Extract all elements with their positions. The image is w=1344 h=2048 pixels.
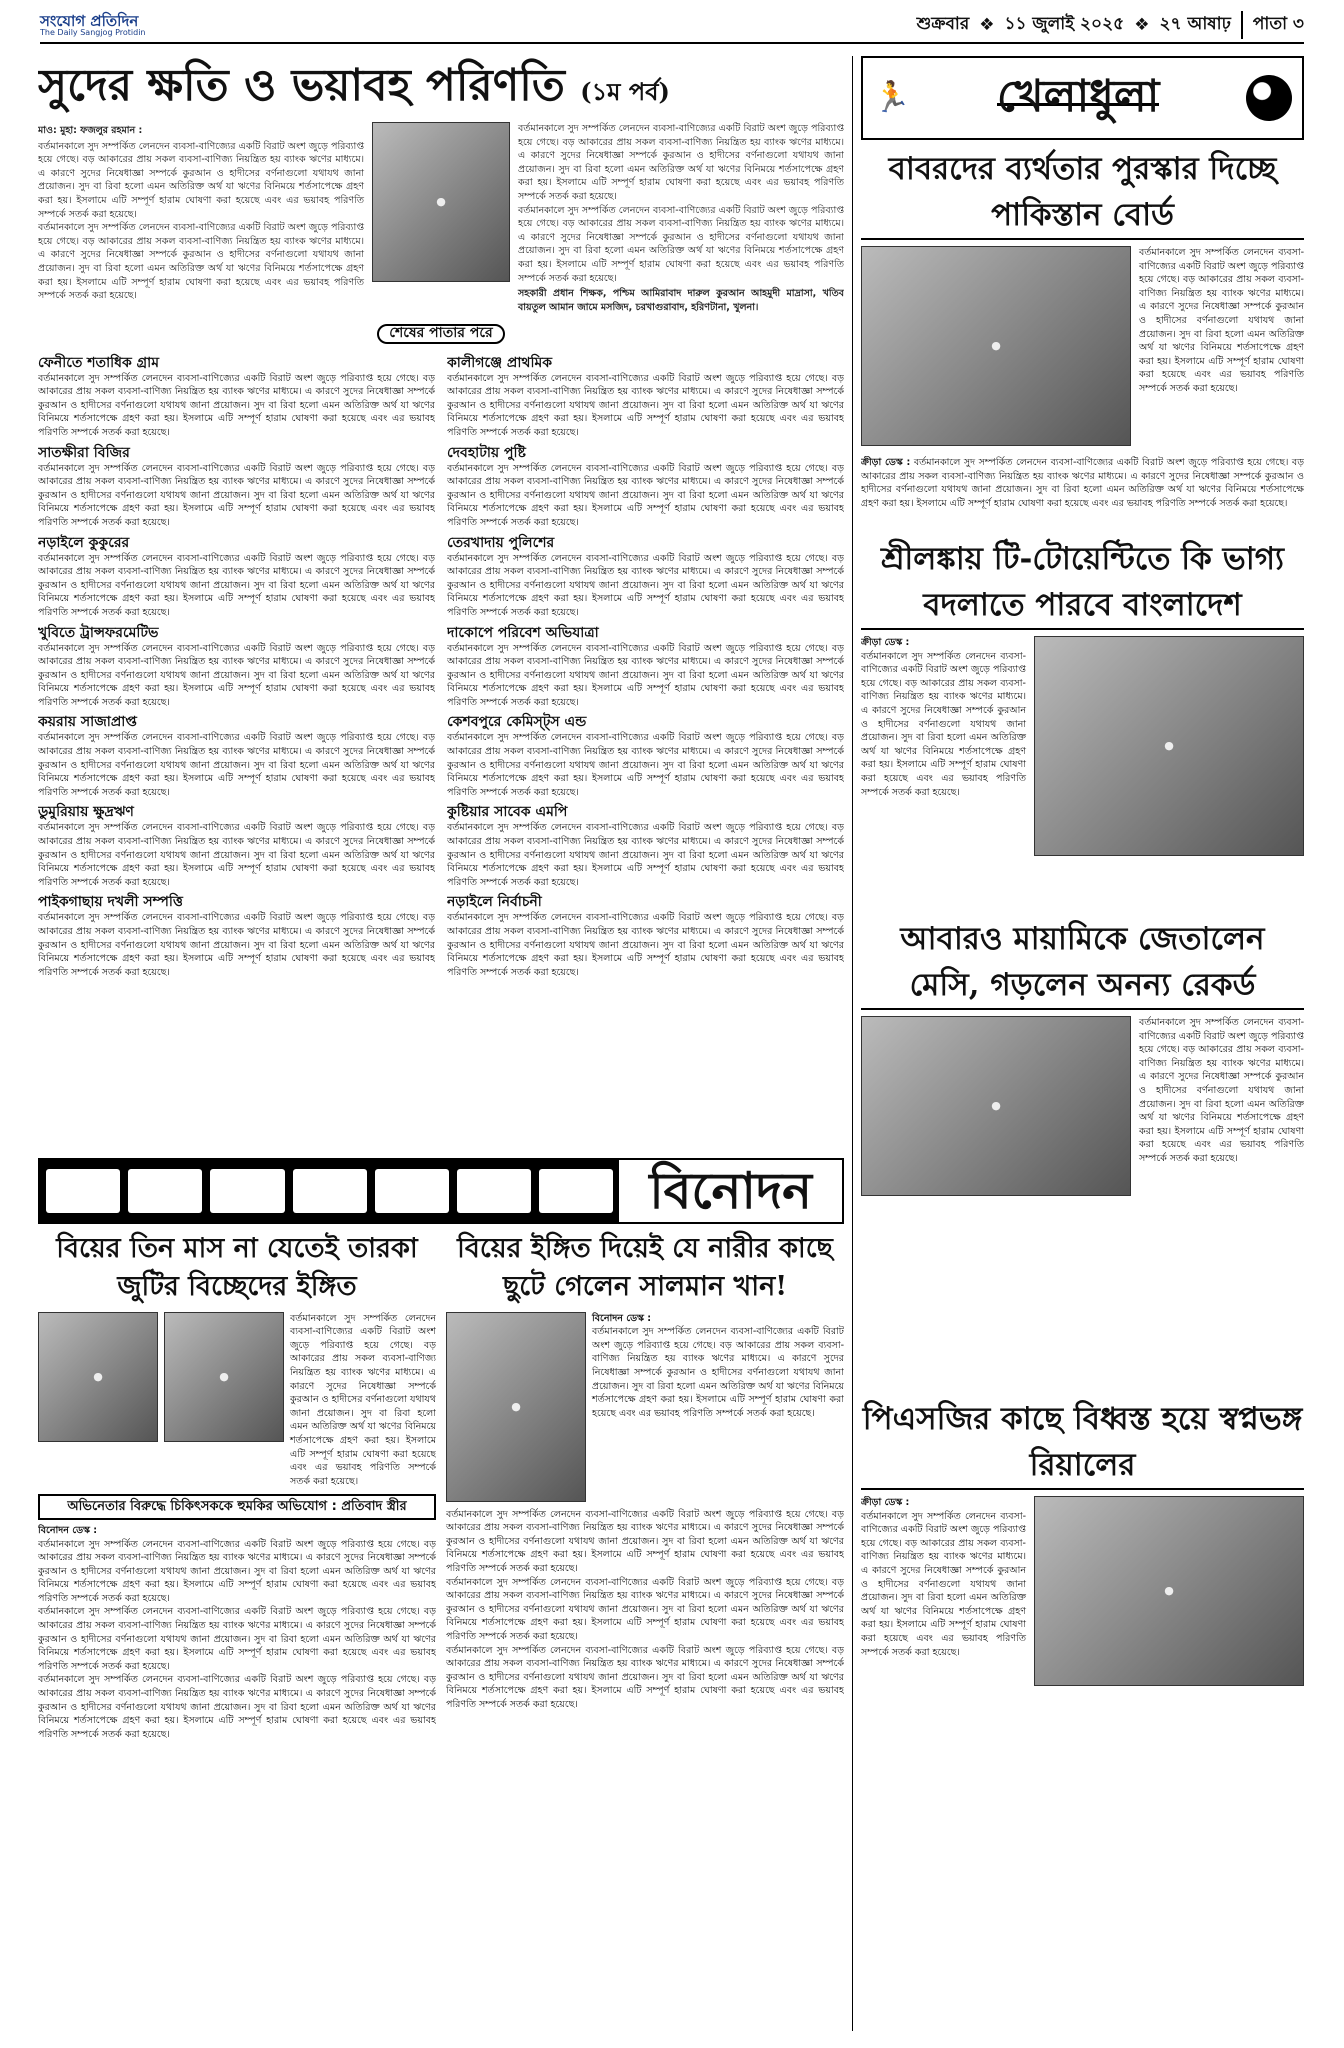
page-number: পাতা ৩ bbox=[1241, 11, 1304, 39]
sports-story2-headline: শ্রীলঙ্কায় টি-টোয়েন্টিতে কি ভাগ্য বদলাতে পারবে বাংলাদেশ bbox=[861, 536, 1304, 630]
left-column: সুদের ক্ষতি ও ভয়াবহ পরিণতি (১ম পর্ব) মাও: মুহা: ফজলুর রহমান : বর্তমানকালে সুদ সম্পর্কিত লেনদেন ব্যবসা-বাণিজ্যের একটি বিরাট অংশ জুড়ে পরিব্যাপ্ত হয়ে গেছে। বড় আকারের প্রায় সকল ব্যবসা-বাণিজ্য নিয়ন্ত্রিত হয় ব্যাংক ঋণের মাধ্যমে। এ কারণে সুদের নিষেধাজ্ঞা সম্পর্কে কুরআন ও হাদীসের বর্ণনাগুলো যথাযথ জানা প্রয়োজন। সুদ বা রিবা হলো এমন অতিরিক্ত অর্থ যা ঋণের বিনিময়ে শর্তসাপেক্ষে গ্রহণ করা হয়। ইসলামে এটি সম্পূর্ণ হারাম ঘোষণা করা হয়েছে এবং এর ভয়াবহ পরিণতি সম্পর্কে সতর্ক করা হয়েছে। বর্তমানকালে সুদ সম্পর্কিত লেনদেন ব্যবসা-বাণিজ্যের একটি বিরাট অংশ জুড়ে পরিব্যাপ্ত হয়ে গেছে। বড় আকারের প্রায় সকল ব্যবসা-বাণিজ্য নিয়ন্ত্রিত হয় ব্যাংক ঋণের মাধ্যমে। এ কারণে সুদের নিষেধাজ্ঞা সম্পর্কে কুরআন ও হাদীসের বর্ণনাগুলো যথাযথ জানা প্রয়োজন। সুদ বা রিবা হলো এমন অতিরিক্ত অর্থ যা ঋণের বিনিময়ে শর্তসাপেক্ষে গ্রহণ করা হয়। ইসলামে এটি সম্পূর্ণ হারাম ঘোষণা করা হয়েছে এবং এর ভয়াবহ পরিণতি সম্পর্কে সতর্ক করা হয়েছে। ● বর্তমানকালে সুদ সম্পর্কিত লেনদেন ব্যবসা-বাণিজ্যের একটি বিরাট অংশ জুড়ে পরিব্যাপ্ত হয়ে গেছে। বড় আকারের প্রায় সকল ব্যবসা-বাণিজ্য নিয়ন্ত্রিত হয় ব্যাংক ঋণের মাধ্যমে। এ কারণে সুদের নিষেধাজ্ঞা সম্পর্কে কুরআন ও হাদীসের বর্ণনাগুলো যথাযথ জানা প্রয়োজন। সুদ বা রিবা হলো এমন অতিরিক্ত অর্থ যা ঋণের বিনিময়ে শর্তসাপেক্ষে গ্রহণ করা হয়। ইসলামে এটি সম্পূর্ণ হারাম ঘোষণা করা হয়েছে এবং এর ভয়াবহ পরিণতি সম্পর্কে সতর্ক করা হয়েছে। বর্তমানকালে সুদ সম্পর্কিত লেনদেন ব্যবসা-বাণিজ্যের একটি বিরাট অংশ জুড়ে পরিব্যাপ্ত হয়ে গেছে। বড় আকারের প্রায় সকল ব্যবসা-বাণিজ্য নিয়ন্ত্রিত হয় ব্যাংক ঋণের মাধ্যমে। এ কারণে সুদের নিষেধাজ্ঞা সম্পর্কে কুরআন ও হাদীসের বর্ণনাগুলো যথাযথ জানা প্রয়োজন। সুদ বা রিবা হলো এমন অতিরিক্ত অর্থ যা ঋণের বিনিময়ে শর্তসাপেক্ষে গ্রহণ করা হয়। ইসলামে এটি সম্পূর্ণ হারাম ঘোষণা করা হয়েছে এবং এর ভয়াবহ পরিণতি সম্পর্কে সতর্ক করা হয়েছে। সহকারী প্রধান শিক্ষক, পশ্চিম আমিরাবাদ দারুল কুরআন আহমুদী মাদ্রাসা, খতিব বায়তুল আমান জামে মসজিদ, চরখাগুরাবাদ, হরিণটানা, খুলনা। শেষের পাতার পরে ফেনীতে শতাধিক গ্রাম বর্তমানকালে সুদ সম্পর্কিত লেনদেন ব্যবসা-বাণিজ্যের একটি বিরাট অংশ জুড়ে পরিব্যাপ্ত হয়ে গেছে। বড় আকারের প্রায় সকল ব্যবসা-বাণিজ্য নিয়ন্ত্রিত হয় ব্যাংক ঋণের মাধ্যমে। এ কারণে সুদের নিষেধাজ্ঞা সম্পর্কে কুরআন ও হাদীসের বর্ণনাগুলো যথাযথ জানা প্রয়োজন। সুদ বা রিবা হলো এমন অতিরিক্ত অর্থ যা ঋণের বিনিময়ে শর্তসাপেক্ষে গ্রহণ করা হয়। ইসলামে এটি সম্পূর্ণ হারাম ঘোষণা করা হয়েছে এবং এর ভয়াবহ পরিণতি সম্পর্কে সতর্ক করা হয়েছে। সাতক্ষীরা বিজির বর্তমানকালে সুদ সম্পর্কিত লেনদেন ব্যবসা-বাণিজ্যের একটি বিরাট অংশ জুড়ে পরিব্যাপ্ত হয়ে গেছে। বড় আকারের প্রায় সকল ব্যবসা-বাণিজ্য নিয়ন্ত্রিত হয় ব্যাংক ঋণের মাধ্যমে। এ কারণে সুদের নিষেধাজ্ঞা সম্পর্কে কুরআন ও হাদীসের বর্ণনাগুলো যথাযথ জানা প্রয়োজন। সুদ বা রিবা হলো এমন অতিরিক্ত অর্থ যা ঋণের বিনিময়ে শর্তসাপেক্ষে গ্রহণ করা হয়। ইসলামে এটি সম্পূর্ণ হারাম ঘোষণা করা হয়েছে এবং এর ভয়াবহ পরিণতি সম্পর্কে সতর্ক করা হয়েছে। নড়াইলে কুকুরের বর্তমানকালে সুদ সম্পর্কিত লেনদেন ব্যবসা-বাণিজ্যের একটি বিরাট অংশ জুড়ে পরিব্যাপ্ত হয়ে গেছে। বড় আকারের প্রায় সকল ব্যবসা-বাণিজ্য নিয়ন্ত্রিত হয় ব্যাংক ঋণের মাধ্যমে। এ কারণে সুদের নিষেধাজ্ঞা সম্পর্কে কুরআন ও হাদীসের বর্ণনাগুলো যথাযথ জানা প্রয়োজন। সুদ বা রিবা হলো এমন অতিরিক্ত অর্থ যা ঋণের বিনিময়ে শর্তসাপেক্ষে গ্রহণ করা হয়। ইসলামে এটি সম্পূর্ণ হারাম ঘোষণা করা হয়েছে এবং এর ভয়াবহ পরিণতি সম্পর্কে সতর্ক করা হয়েছে। খুবিতে ট্রান্সফরমেটিভ বর্তমানকালে সুদ সম্পর্কিত লেনদেন ব্যবসা-বাণিজ্যের একটি বিরাট অংশ জুড়ে পরিব্যাপ্ত হয়ে গেছে। বড় আকারের প্রায় সকল ব্যবসা-বাণিজ্য নিয়ন্ত্রিত হয় ব্যাংক ঋণের মাধ্যমে। এ কারণে সুদের নিষেধাজ্ঞা সম্পর্কে কুরআন ও হাদীসের বর্ণনাগুলো যথাযথ জানা প্রয়োজন। সুদ বা রিবা হলো এমন অতিরিক্ত অর্থ যা ঋণের বিনিময়ে শর্তসাপেক্ষে গ্রহণ করা হয়। ইসলামে এটি সম্পূর্ণ হারাম ঘোষণা করা হয়েছে এবং এর ভয়াবহ পরিণতি সম্পর্কে সতর্ক করা হয়েছে। কয়রায় সাজাপ্রাপ্ত বর্তমানকালে সুদ সম্পর্কিত লেনদেন ব্যবসা-বাণিজ্যের একটি বিরাট অংশ জুড়ে পরিব্যাপ্ত হয়ে গেছে। বড় আকারের প্রায় সকল ব্যবসা-বাণিজ্য নিয়ন্ত্রিত হয় ব্যাংক ঋণের মাধ্যমে। এ কারণে সুদের নিষেধাজ্ঞা সম্পর্কে কুরআন ও হাদীসের বর্ণনাগুলো যথাযথ জানা প্রয়োজন। সুদ বা রিবা হলো এমন অতিরিক্ত অর্থ যা ঋণের বিনিময়ে শর্তসাপেক্ষে গ্রহণ করা হয়। ইসলামে এটি সম্পূর্ণ হারাম ঘোষণা করা হয়েছে এবং এর ভয়াবহ পরিণতি সম্পর্কে সতর্ক করা হয়েছে। ডুমুরিয়ায় ক্ষুদ্রঋণ বর্তমানকালে সুদ সম্পর্কিত লেনদেন ব্যবসা-বাণিজ্যের একটি বিরাট অংশ জুড়ে পরিব্যাপ্ত হয়ে গেছে। বড় আকারের প্রায় সকল ব্যবসা-বাণিজ্য নিয়ন্ত্রিত হয় ব্যাংক ঋণের মাধ্যমে। এ কারণে সুদের নিষেধাজ্ঞা সম্পর্কে কুরআন ও হাদীসের বর্ণনাগুলো যথাযথ জানা প্রয়োজন। সুদ বা রিবা হলো এমন অতিরিক্ত অর্থ যা ঋণের বিনিময়ে শর্তসাপেক্ষে গ্রহণ করা হয়। ইসলামে এটি সম্পূর্ণ হারাম ঘোষণা করা হয়েছে এবং এর ভয়াবহ পরিণতি সম্পর্কে সতর্ক করা হয়েছে। পাইকগাছায় দখলী সম্পত্তি বর্তমানকালে সুদ সম্পর্কিত লেনদেন ব্যবসা-বাণিজ্যের একটি বিরাট অংশ জুড়ে পরিব্যাপ্ত হয়ে গেছে। বড় আকারের প্রায় সকল ব্যবসা-বাণিজ্য নিয়ন্ত্রিত হয় ব্যাংক ঋণের মাধ্যমে। এ কারণে সুদের নিষেধাজ্ঞা সম্পর্কে কুরআন ও হাদীসের বর্ণনাগুলো যথাযথ জানা প্রয়োজন। সুদ বা রিবা হলো এমন অতিরিক্ত অর্থ যা ঋণের বিনিময়ে শর্তসাপেক্ষে গ্রহণ করা হয়। ইসলামে এটি সম্পূর্ণ হারাম ঘোষণা করা হয়েছে এবং এর ভয়াবহ পরিণতি সম্পর্কে সতর্ক করা হয়েছে। কালীগঞ্জে প্রাথমিক বর্তমানকালে সুদ সম্পর্কিত লেনদেন ব্যবসা-বাণিজ্যের একটি বিরাট অংশ জুড়ে পরিব্যাপ্ত হয়ে গেছে। বড় আকারের প্রায় সকল ব্যবসা-বাণিজ্য নিয়ন্ত্রিত হয় ব্যাংক ঋণের মাধ্যমে। এ কারণে সুদের নিষেধাজ্ঞা সম্পর্কে কুরআন ও হাদীসের বর্ণনাগুলো যথাযথ জানা প্রয়োজন। সুদ বা রিবা হলো এমন অতিরিক্ত অর্থ যা ঋণের বিনিময়ে শর্তসাপেক্ষে গ্রহণ করা হয়। ইসলামে এটি সম্পূর্ণ হারাম ঘোষণা করা হয়েছে এবং এর ভয়াবহ পরিণতি সম্পর্কে সতর্ক করা হয়েছে। দেবহাটায় পুষ্টি বর্তমানকালে সুদ সম্পর্কিত লেনদেন ব্যবসা-বাণিজ্যের একটি বিরাট অংশ জুড়ে পরিব্যাপ্ত হয়ে গেছে। বড় আকারের প্রায় সকল ব্যবসা-বাণিজ্য নিয়ন্ত্রিত হয় ব্যাংক ঋণের মাধ্যমে। এ কারণে সুদের নিষেধাজ্ঞা সম্পর্কে কুরআন ও হাদীসের বর্ণনাগুলো যথাযথ জানা প্রয়োজন। সুদ বা রিবা হলো এমন অতিরিক্ত অর্থ যা ঋণের বিনিময়ে শর্তসাপেক্ষে গ্রহণ করা হয়। ইসলামে এটি সম্পূর্ণ হারাম ঘোষণা করা হয়েছে এবং এর ভয়াবহ পরিণতি সম্পর্কে সতর্ক করা হয়েছে। তেরখাদায় পুলিশের বর্তমানকালে সুদ সম্পর্কিত লেনদেন ব্যবসা-বাণিজ্যের একটি বিরাট অংশ জুড়ে পরিব্যাপ্ত হয়ে গেছে। বড় আকারের প্রায় সকল ব্যবসা-বাণিজ্য নিয়ন্ত্রিত হয় ব্যাংক ঋণের মাধ্যমে। এ কারণে সুদের নিষেধাজ্ঞা সম্পর্কে কুরআন ও হাদীসের বর্ণনাগুলো যথাযথ জানা প্রয়োজন। সুদ বা রিবা হলো এমন অতিরিক্ত অর্থ যা ঋণের বিনিময়ে শর্তসাপেক্ষে গ্রহণ করা হয়। ইসলামে এটি সম্পূর্ণ হারাম ঘোষণা করা হয়েছে এবং এর ভয়াবহ পরিণতি সম্পর্কে সতর্ক করা হয়েছে। দাকোপে পরিবেশ অভিযাত্রা বর্তমানকালে সুদ সম্পর্কিত লেনদেন ব্যবসা-বাণিজ্যের একটি বিরাট অংশ জুড়ে পরিব্যাপ্ত হয়ে গেছে। বড় আকারের প্রায় সকল ব্যবসা-বাণিজ্য নিয়ন্ত্রিত হয় ব্যাংক ঋণের মাধ্যমে। এ কারণে সুদের নিষেধাজ্ঞা সম্পর্কে কুরআন ও হাদীসের বর্ণনাগুলো যথাযথ জানা প্রয়োজন। সুদ বা রিবা হলো এমন অতিরিক্ত অর্থ যা ঋণের বিনিময়ে শর্তসাপেক্ষে গ্রহণ করা হয়। ইসলামে এটি সম্পূর্ণ হারাম ঘোষণা করা হয়েছে এবং এর ভয়াবহ পরিণতি সম্পর্কে সতর্ক করা হয়েছে। কেশবপুরে কেমিস্ট্স এন্ড বর্তমানকালে সুদ সম্পর্কিত লেনদেন ব্যবসা-বাণিজ্যের একটি বিরাট অংশ জুড়ে পরিব্যাপ্ত হয়ে গেছে। বড় আকারের প্রায় সকল ব্যবসা-বাণিজ্য নিয়ন্ত্রিত হয় ব্যাংক ঋণের মাধ্যমে। এ কারণে সুদের নিষেধাজ্ঞা সম্পর্কে কুরআন ও হাদীসের বর্ণনাগুলো যথাযথ জানা প্রয়োজন। সুদ বা রিবা হলো এমন অতিরিক্ত অর্থ যা ঋণের বিনিময়ে শর্তসাপেক্ষে গ্রহণ করা হয়। ইসলামে এটি সম্পূর্ণ হারাম ঘোষণা করা হয়েছে এবং এর ভয়াবহ পরিণতি সম্পর্কে সতর্ক করা হয়েছে। কুষ্টিয়ার সাবেক এমপি বর্তমানকালে সুদ সম্পর্কিত লেনদেন ব্যবসা-বাণিজ্যের একটি বিরাট অংশ জুড়ে পরিব্যাপ্ত হয়ে গেছে। বড় আকারের প্রায় সকল ব্যবসা-বাণিজ্য নিয়ন্ত্রিত হয় ব্যাংক ঋণের মাধ্যমে। এ কারণে সুদের নিষেধাজ্ঞা সম্পর্কে কুরআন ও হাদীসের বর্ণনাগুলো যথাযথ জানা প্রয়োজন। সুদ বা রিবা হলো এমন অতিরিক্ত অর্থ যা ঋণের বিনিময়ে শর্তসাপেক্ষে গ্রহণ করা হয়। ইসলামে এটি সম্পূর্ণ হারাম ঘোষণা করা হয়েছে এবং এর ভয়াবহ পরিণতি সম্পর্কে সতর্ক করা হয়েছে। নড়াইলে নির্বাচনী বর্তমানকালে সুদ সম্পর্কিত লেনদেন ব্যবসা-বাণিজ্যের একটি বিরাট অংশ জুড়ে পরিব্যাপ্ত হয়ে গেছে। বড় আকারের প্রায় সকল ব্যবসা-বাণিজ্য নিয়ন্ত্রিত হয় ব্যাংক ঋণের মাধ্যমে। এ কারণে সুদের নিষেধাজ্ঞা সম্পর্কে কুরআন ও হাদীসের বর্ণনাগুলো যথাযথ জানা প্রয়োজন। সুদ বা রিবা হলো এমন অতিরিক্ত অর্থ যা ঋণের বিনিময়ে শর্তসাপেক্ষে গ্রহণ করা হয়। ইসলামে এটি সম্পূর্ণ হারাম ঘোষণা করা হয়েছে এবং এর ভয়াবহ পরিণতি সম্পর্কে সতর্ক করা হয়েছে। বিনোদন বিয়ের তিন মাস না যেতেই তারকা জুটির বিচ্ছেদের ইঙ্গিত ● ● বর্তমানকালে সুদ সম্পর্কিত লেনদেন ব্যবসা-বাণিজ্যের একটি বিরাট অংশ জুড়ে পরিব্যাপ্ত হয়ে গেছে। বড় আকারের প্রায় সকল ব্যবসা-বাণিজ্য নিয়ন্ত্রিত হয় ব্যাংক ঋণের মাধ্যমে। এ কারণে সুদের নিষেধাজ্ঞা সম্পর্কে কুরআন ও হাদীসের বর্ণনাগুলো যথাযথ জানা প্রয়োজন। সুদ বা রিবা হলো এমন অতিরিক্ত অর্থ যা ঋণের বিনিময়ে শর্তসাপেক্ষে গ্রহণ করা হয়। ইসলামে এটি সম্পূর্ণ হারাম ঘোষণা করা হয়েছে এবং এর ভয়াবহ পরিণতি সম্পর্কে সতর্ক করা হয়েছে। অভিনেতার বিরুদ্ধে চিকিৎসককে হুমকির অভিযোগ : প্রতিবাদ স্ত্রীর বিনোদন ডেস্ক : বর্তমানকালে সুদ সম্পর্কিত লেনদেন ব্যবসা-বাণিজ্যের একটি বিরাট অংশ জুড়ে পরিব্যাপ্ত হয়ে গেছে। বড় আকারের প্রায় সকল ব্যবসা-বাণিজ্য নিয়ন্ত্রিত হয় ব্যাংক ঋণের মাধ্যমে। এ কারণে সুদের নিষেধাজ্ঞা সম্পর্কে কুরআন ও হাদীসের বর্ণনাগুলো যথাযথ জানা প্রয়োজন। সুদ বা রিবা হলো এমন অতিরিক্ত অর্থ যা ঋণের বিনিময়ে শর্তসাপেক্ষে গ্রহণ করা হয়। ইসলামে এটি সম্পূর্ণ হারাম ঘোষণা করা হয়েছে এবং এর ভয়াবহ পরিণতি সম্পর্কে সতর্ক করা হয়েছে। বর্তমানকালে সুদ সম্পর্কিত লেনদেন ব্যবসা-বাণিজ্যের একটি বিরাট অংশ জুড়ে পরিব্যাপ্ত হয়ে গেছে। বড় আকারের প্রায় সকল ব্যবসা-বাণিজ্য নিয়ন্ত্রিত হয় ব্যাংক ঋণের মাধ্যমে। এ কারণে সুদের নিষেধাজ্ঞা সম্পর্কে কুরআন ও হাদীসের বর্ণনাগুলো যথাযথ জানা প্রয়োজন। সুদ বা রিবা হলো এমন অতিরিক্ত অর্থ যা ঋণের বিনিময়ে শর্তসাপেক্ষে গ্রহণ করা হয়। ইসলামে এটি সম্পূর্ণ হারাম ঘোষণা করা হয়েছে এবং এর ভয়াবহ পরিণতি সম্পর্কে সতর্ক করা হয়েছে। বর্তমানকালে সুদ সম্পর্কিত লেনদেন ব্যবসা-বাণিজ্যের একটি বিরাট অংশ জুড়ে পরিব্যাপ্ত হয়ে গেছে। বড় আকারের প্রায় সকল ব্যবসা-বাণিজ্য নিয়ন্ত্রিত হয় ব্যাংক ঋণের মাধ্যমে। এ কারণে সুদের নিষেধাজ্ঞা সম্পর্কে কুরআন ও হাদীসের বর্ণনাগুলো যথাযথ জানা প্রয়োজন। সুদ বা রিবা হলো এমন অতিরিক্ত অর্থ যা ঋণের বিনিময়ে শর্তসাপেক্ষে গ্রহণ করা হয়। ইসলামে এটি সম্পূর্ণ হারাম ঘোষণা করা হয়েছে এবং এর ভয়াবহ পরিণতি সম্পর্কে সতর্ক করা হয়েছে। বিয়ের ইঙ্গিত দিয়েই যে নারীর কাছে ছুটে গেলেন সালমান খান! ● বিনোদন ডেস্ক : বর্তমানকালে সুদ সম্পর্কিত লেনদেন ব্যবসা-বাণিজ্যের একটি বিরাট অংশ জুড়ে পরিব্যাপ্ত হয়ে গেছে। বড় আকারের প্রায় সকল ব্যবসা-বাণিজ্য নিয়ন্ত্রিত হয় ব্যাংক ঋণের মাধ্যমে। এ কারণে সুদের নিষেধাজ্ঞা সম্পর্কে কুরআন ও হাদীসের বর্ণনাগুলো যথাযথ জানা প্রয়োজন। সুদ বা রিবা হলো এমন অতিরিক্ত অর্থ যা ঋণের বিনিময়ে শর্তসাপেক্ষে গ্রহণ করা হয়। ইসলামে এটি সম্পূর্ণ হারাম ঘোষণা করা হয়েছে এবং এর ভয়াবহ পরিণতি সম্পর্কে সতর্ক করা হয়েছে। বর্তমানকালে সুদ সম্পর্কিত লেনদেন ব্যবসা-বাণিজ্যের একটি বিরাট অংশ জুড়ে পরিব্যাপ্ত হয়ে গেছে। বড় আকারের প্রায় সকল ব্যবসা-বাণিজ্য নিয়ন্ত্রিত হয় ব্যাংক ঋণের মাধ্যমে। এ কারণে সুদের নিষেধাজ্ঞা সম্পর্কে কুরআন ও হাদীসের বর্ণনাগুলো যথাযথ জানা প্রয়োজন। সুদ বা রিবা হলো এমন অতিরিক্ত অর্থ যা ঋণের বিনিময়ে শর্তসাপেক্ষে গ্রহণ করা হয়। ইসলামে এটি সম্পূর্ণ হারাম ঘোষণা করা হয়েছে এবং এর ভয়াবহ পরিণতি সম্পর্কে সতর্ক করা হয়েছে। বর্তমানকালে সুদ সম্পর্কিত লেনদেন ব্যবসা-বাণিজ্যের একটি বিরাট অংশ জুড়ে পরিব্যাপ্ত হয়ে গেছে। বড় আকারের প্রায় সকল ব্যবসা-বাণিজ্য নিয়ন্ত্রিত হয় ব্যাংক ঋণের মাধ্যমে। এ কারণে সুদের নিষেধাজ্ঞা সম্পর্কে কুরআন ও হাদীসের বর্ণনাগুলো যথাযথ জানা প্রয়োজন। সুদ বা রিবা হলো এমন অতিরিক্ত অর্থ যা ঋণের বিনিময়ে শর্তসাপেক্ষে গ্রহণ করা হয়। ইসলামে এটি সম্পূর্ণ হারাম ঘোষণা করা হয়েছে এবং এর ভয়াবহ পরিণতি সম্পর্কে সতর্ক করা হয়েছে। বর্তমানকালে সুদ সম্পর্কিত লেনদেন ব্যবসা-বাণিজ্যের একটি বিরাট অংশ জুড়ে পরিব্যাপ্ত হয়ে গেছে। বড় আকারের প্রায় সকল ব্যবসা-বাণিজ্য নিয়ন্ত্রিত হয় ব্যাংক ঋণের মাধ্যমে। এ কারণে সুদের নিষেধাজ্ঞা সম্পর্কে কুরআন ও হাদীসের বর্ণনাগুলো যথাযথ জানা প্রয়োজন। সুদ বা রিবা হলো এমন অতিরিক্ত অর্থ যা ঋণের বিনিময়ে শর্তসাপেক্ষে গ্রহণ করা হয়। ইসলামে এটি সম্পূর্ণ হারাম ঘোষণা করা হয়েছে এবং এর ভয়াবহ পরিণতি সম্পর্কে সতর্ক করা হয়েছে। bbox=[38, 56, 844, 2031]
briefs-column-right: কালীগঞ্জে প্রাথমিক বর্তমানকালে সুদ সম্পর্কিত লেনদেন ব্যবসা-বাণিজ্যের একটি বিরাট অংশ জুড়ে পরিব্যাপ্ত হয়ে গেছে। বড় আকারের প্রায় সকল ব্যবসা-বাণিজ্য নিয়ন্ত্রিত হয় ব্যাংক ঋণের মাধ্যমে। এ কারণে সুদের নিষেধাজ্ঞা সম্পর্কে কুরআন ও হাদীসের বর্ণনাগুলো যথাযথ জানা প্রয়োজন। সুদ বা রিবা হলো এমন অতিরিক্ত অর্থ যা ঋণের বিনিময়ে শর্তসাপেক্ষে গ্রহণ করা হয়। ইসলামে এটি সম্পূর্ণ হারাম ঘোষণা করা হয়েছে এবং এর ভয়াবহ পরিণতি সম্পর্কে সতর্ক করা হয়েছে। দেবহাটায় পুষ্টি বর্তমানকালে সুদ সম্পর্কিত লেনদেন ব্যবসা-বাণিজ্যের একটি বিরাট অংশ জুড়ে পরিব্যাপ্ত হয়ে গেছে। বড় আকারের প্রায় সকল ব্যবসা-বাণিজ্য নিয়ন্ত্রিত হয় ব্যাংক ঋণের মাধ্যমে। এ কারণে সুদের নিষেধাজ্ঞা সম্পর্কে কুরআন ও হাদীসের বর্ণনাগুলো যথাযথ জানা প্রয়োজন। সুদ বা রিবা হলো এমন অতিরিক্ত অর্থ যা ঋণের বিনিময়ে শর্তসাপেক্ষে গ্রহণ করা হয়। ইসলামে এটি সম্পূর্ণ হারাম ঘোষণা করা হয়েছে এবং এর ভয়াবহ পরিণতি সম্পর্কে সতর্ক করা হয়েছে। তেরখাদায় পুলিশের বর্তমানকালে সুদ সম্পর্কিত লেনদেন ব্যবসা-বাণিজ্যের একটি বিরাট অংশ জুড়ে পরিব্যাপ্ত হয়ে গেছে। বড় আকারের প্রায় সকল ব্যবসা-বাণিজ্য নিয়ন্ত্রিত হয় ব্যাংক ঋণের মাধ্যমে। এ কারণে সুদের নিষেধাজ্ঞা সম্পর্কে কুরআন ও হাদীসের বর্ণনাগুলো যথাযথ জানা প্রয়োজন। সুদ বা রিবা হলো এমন অতিরিক্ত অর্থ যা ঋণের বিনিময়ে শর্তসাপেক্ষে গ্রহণ করা হয়। ইসলামে এটি সম্পূর্ণ হারাম ঘোষণা করা হয়েছে এবং এর ভয়াবহ পরিণতি সম্পর্কে সতর্ক করা হয়েছে। দাকোপে পরিবেশ অভিযাত্রা বর্তমানকালে সুদ সম্পর্কিত লেনদেন ব্যবসা-বাণিজ্যের একটি বিরাট অংশ জুড়ে পরিব্যাপ্ত হয়ে গেছে। বড় আকারের প্রায় সকল ব্যবসা-বাণিজ্য নিয়ন্ত্রিত হয় ব্যাংক ঋণের মাধ্যমে। এ কারণে সুদের নিষেধাজ্ঞা সম্পর্কে কুরআন ও হাদীসের বর্ণনাগুলো যথাযথ জানা প্রয়োজন। সুদ বা রিবা হলো এমন অতিরিক্ত অর্থ যা ঋণের বিনিময়ে শর্তসাপেক্ষে গ্রহণ করা হয়। ইসলামে এটি সম্পূর্ণ হারাম ঘোষণা করা হয়েছে এবং এর ভয়াবহ পরিণতি সম্পর্কে সতর্ক করা হয়েছে। কেশবপুরে কেমিস্ট্স এন্ড বর্তমানকালে সুদ সম্পর্কিত লেনদেন ব্যবসা-বাণিজ্যের একটি বিরাট অংশ জুড়ে পরিব্যাপ্ত হয়ে গেছে। বড় আকারের প্রায় সকল ব্যবসা-বাণিজ্য নিয়ন্ত্রিত হয় ব্যাংক ঋণের মাধ্যমে। এ কারণে সুদের নিষেধাজ্ঞা সম্পর্কে কুরআন ও হাদীসের বর্ণনাগুলো যথাযথ জানা প্রয়োজন। সুদ বা রিবা হলো এমন অতিরিক্ত অর্থ যা ঋণের বিনিময়ে শর্তসাপেক্ষে গ্রহণ করা হয়। ইসলামে এটি সম্পূর্ণ হারাম ঘোষণা করা হয়েছে এবং এর ভয়াবহ পরিণতি সম্পর্কে সতর্ক করা হয়েছে। কুষ্টিয়ার সাবেক এমপি বর্তমানকালে সুদ সম্পর্কিত লেনদেন ব্যবসা-বাণিজ্যের একটি বিরাট অংশ জুড়ে পরিব্যাপ্ত হয়ে গেছে। বড় আকারের প্রায় সকল ব্যবসা-বাণিজ্য নিয়ন্ত্রিত হয় ব্যাংক ঋণের মাধ্যমে। এ কারণে সুদের নিষেধাজ্ঞা সম্পর্কে কুরআন ও হাদীসের বর্ণনাগুলো যথাযথ জানা প্রয়োজন। সুদ বা রিবা হলো এমন অতিরিক্ত অর্থ যা ঋণের বিনিময়ে শর্তসাপেক্ষে গ্রহণ করা হয়। ইসলামে এটি সম্পূর্ণ হারাম ঘোষণা করা হয়েছে এবং এর ভয়াবহ পরিণতি সম্পর্কে সতর্ক করা হয়েছে। নড়াইলে নির্বাচনী বর্তমানকালে সুদ সম্পর্কিত লেনদেন ব্যবসা-বাণিজ্যের একটি বিরাট অংশ জুড়ে পরিব্যাপ্ত হয়ে গেছে। বড় আকারের প্রায় সকল ব্যবসা-বাণিজ্য নিয়ন্ত্রিত হয় ব্যাংক ঋণের মাধ্যমে। এ কারণে সুদের নিষেধাজ্ঞা সম্পর্কে কুরআন ও হাদীসের বর্ণনাগুলো যথাযথ জানা প্রয়োজন। সুদ বা রিবা হলো এমন অতিরিক্ত অর্থ যা ঋণের বিনিময়ে শর্তসাপেক্ষে গ্রহণ করা হয়। ইসলামে এটি সম্পূর্ণ হারাম ঘোষণা করা হয়েছে এবং এর ভয়াবহ পরিণতি সম্পর্কে সতর্ক করা হয়েছে। bbox=[447, 354, 844, 978]
sports-column: 🏃 খেলাধুলা বাবরদের ব্যর্থতার পুরস্কার দিচ্ছে পাকিস্তান বোর্ড ● বর্তমানকালে সুদ সম্পর্কিত লেনদেন ব্যবসা-বাণিজ্যের একটি বিরাট অংশ জুড়ে পরিব্যাপ্ত হয়ে গেছে। বড় আকারের প্রায় সকল ব্যবসা-বাণিজ্য নিয়ন্ত্রিত হয় ব্যাংক ঋণের মাধ্যমে। এ কারণে সুদের নিষেধাজ্ঞা সম্পর্কে কুরআন ও হাদীসের বর্ণনাগুলো যথাযথ জানা প্রয়োজন। সুদ বা রিবা হলো এমন অতিরিক্ত অর্থ যা ঋণের বিনিময়ে শর্তসাপেক্ষে গ্রহণ করা হয়। ইসলামে এটি সম্পূর্ণ হারাম ঘোষণা করা হয়েছে এবং এর ভয়াবহ পরিণতি সম্পর্কে সতর্ক করা হয়েছে। ক্রীড়া ডেস্ক : বর্তমানকালে সুদ সম্পর্কিত লেনদেন ব্যবসা-বাণিজ্যের একটি বিরাট অংশ জুড়ে পরিব্যাপ্ত হয়ে গেছে। বড় আকারের প্রায় সকল ব্যবসা-বাণিজ্য নিয়ন্ত্রিত হয় ব্যাংক ঋণের মাধ্যমে। এ কারণে সুদের নিষেধাজ্ঞা সম্পর্কে কুরআন ও হাদীসের বর্ণনাগুলো যথাযথ জানা প্রয়োজন। সুদ বা রিবা হলো এমন অতিরিক্ত অর্থ যা ঋণের বিনিময়ে শর্তসাপেক্ষে গ্রহণ করা হয়। ইসলামে এটি সম্পূর্ণ হারাম ঘোষণা করা হয়েছে এবং এর ভয়াবহ পরিণতি সম্পর্কে সতর্ক করা হয়েছে। শ্রীলঙ্কায় টি-টোয়েন্টিতে কি ভাগ্য বদলাতে পারবে বাংলাদেশ ক্রীড়া ডেস্ক : বর্তমানকালে সুদ সম্পর্কিত লেনদেন ব্যবসা-বাণিজ্যের একটি বিরাট অংশ জুড়ে পরিব্যাপ্ত হয়ে গেছে। বড় আকারের প্রায় সকল ব্যবসা-বাণিজ্য নিয়ন্ত্রিত হয় ব্যাংক ঋণের মাধ্যমে। এ কারণে সুদের নিষেধাজ্ঞা সম্পর্কে কুরআন ও হাদীসের বর্ণনাগুলো যথাযথ জানা প্রয়োজন। সুদ বা রিবা হলো এমন অতিরিক্ত অর্থ যা ঋণের বিনিময়ে শর্তসাপেক্ষে গ্রহণ করা হয়। ইসলামে এটি সম্পূর্ণ হারাম ঘোষণা করা হয়েছে এবং এর ভয়াবহ পরিণতি সম্পর্কে সতর্ক করা হয়েছে। ● আবারও মায়ামিকে জেতালেন মেসি, গড়লেন অনন্য রেকর্ড ● বর্তমানকালে সুদ সম্পর্কিত লেনদেন ব্যবসা-বাণিজ্যের একটি বিরাট অংশ জুড়ে পরিব্যাপ্ত হয়ে গেছে। বড় আকারের প্রায় সকল ব্যবসা-বাণিজ্য নিয়ন্ত্রিত হয় ব্যাংক ঋণের মাধ্যমে। এ কারণে সুদের নিষেধাজ্ঞা সম্পর্কে কুরআন ও হাদীসের বর্ণনাগুলো যথাযথ জানা প্রয়োজন। সুদ বা রিবা হলো এমন অতিরিক্ত অর্থ যা ঋণের বিনিময়ে শর্তসাপেক্ষে গ্রহণ করা হয়। ইসলামে এটি সম্পূর্ণ হারাম ঘোষণা করা হয়েছে এবং এর ভয়াবহ পরিণতি সম্পর্কে সতর্ক করা হয়েছে। পিএসজির কাছে বিধ্বস্ত হয়ে স্বপ্নভঙ্গ রিয়ালের ক্রীড়া ডেস্ক : বর্তমানকালে সুদ সম্পর্কিত লেনদেন ব্যবসা-বাণিজ্যের একটি বিরাট অংশ জুড়ে পরিব্যাপ্ত হয়ে গেছে। বড় আকারের প্রায় সকল ব্যবসা-বাণিজ্য নিয়ন্ত্রিত হয় ব্যাংক ঋণের মাধ্যমে। এ কারণে সুদের নিষেধাজ্ঞা সম্পর্কে কুরআন ও হাদীসের বর্ণনাগুলো যথাযথ জানা প্রয়োজন। সুদ বা রিবা হলো এমন অতিরিক্ত অর্থ যা ঋণের বিনিময়ে শর্তসাপেক্ষে গ্রহণ করা হয়। ইসলামে এটি সম্পূর্ণ হারাম ঘোষণা করা হয়েছে এবং এর ভয়াবহ পরিণতি সম্পর্কে সতর্ক করা হয়েছে। ● bbox=[852, 56, 1304, 2031]
author-photo: ● bbox=[372, 122, 510, 282]
brief-headline: কুষ্টিয়ার সাবেক এমপি bbox=[447, 804, 568, 821]
masthead bbox=[40, 8, 1304, 44]
diamond-icon: ❖ bbox=[979, 15, 995, 35]
brief-headline: কালীগঞ্জে প্রাথমিক bbox=[447, 354, 553, 371]
byline: মাও: মুহা: ফজলুর রহমান : bbox=[38, 125, 143, 136]
diamond-icon: ❖ bbox=[1134, 15, 1150, 35]
brief-headline: কেশবপুরে কেমিস্ট্স এন্ড bbox=[447, 714, 587, 731]
sports-story3-headline: আবারও মায়ামিকে জেতালেন মেসি, গড়লেন অনন্য রেকর্ড bbox=[861, 916, 1304, 1010]
bangladesh-team-photo: ● bbox=[1034, 636, 1304, 856]
salman-photo: ● bbox=[446, 1312, 586, 1502]
sports-header bbox=[861, 56, 1304, 140]
logo-title: সংযোগ প্রতিদিন bbox=[40, 11, 139, 30]
brief-headline: নড়াইলে নির্বাচনী bbox=[447, 894, 542, 911]
date: ১১ জুলাই ২০২৫ bbox=[1004, 14, 1125, 34]
football-icon bbox=[1246, 75, 1292, 121]
sports-story4-headline: পিএসজির কাছে বিধ্বস্ত হয়ে স্বপ্নভঙ্গ রিয়ালের bbox=[861, 1396, 1304, 1490]
continued-banner: শেষের পাতার পরে bbox=[377, 324, 504, 344]
brief-headline: সাতক্ষীরা বিজির bbox=[38, 444, 130, 461]
brief-headline: দেবহাটায় পুষ্টি bbox=[447, 444, 526, 461]
author-signature: সহকারী প্রধান শিক্ষক, পশ্চিম আমিরাবাদ দারুল কুরআন আহমুদী মাদ্রাসা, খতিব বায়তুল আমান জামে মসজিদ, চরখাগুরাবাদ, হরিণটানা, খুলনা। bbox=[518, 288, 844, 313]
actress-photo: ● bbox=[164, 1312, 284, 1442]
ent-callout: অভিনেতার বিরুদ্ধে চিকিৎসককে হুমকির অভিযোগ : প্রতিবাদ স্ত্রীর bbox=[38, 1494, 436, 1520]
brief-headline: কয়রায় সাজাপ্রাপ্ত bbox=[38, 714, 137, 731]
newspaper-logo bbox=[40, 11, 220, 37]
entertainment-story-1: বিয়ের তিন মাস না যেতেই তারকা জুটির বিচ্ছেদের ইঙ্গিত ● ● বর্তমানকালে সুদ সম্পর্কিত লেনদেন ব্যবসা-বাণিজ্যের একটি বিরাট অংশ জুড়ে পরিব্যাপ্ত হয়ে গেছে। বড় আকারের প্রায় সকল ব্যবসা-বাণিজ্য নিয়ন্ত্রিত হয় ব্যাংক ঋণের মাধ্যমে। এ কারণে সুদের নিষেধাজ্ঞা সম্পর্কে কুরআন ও হাদীসের বর্ণনাগুলো যথাযথ জানা প্রয়োজন। সুদ বা রিবা হলো এমন অতিরিক্ত অর্থ যা ঋণের বিনিময়ে শর্তসাপেক্ষে গ্রহণ করা হয়। ইসলামে এটি সম্পূর্ণ হারাম ঘোষণা করা হয়েছে এবং এর ভয়াবহ পরিণতি সম্পর্কে সতর্ক করা হয়েছে। অভিনেতার বিরুদ্ধে চিকিৎসককে হুমকির অভিযোগ : প্রতিবাদ স্ত্রীর বিনোদন ডেস্ক : বর্তমানকালে সুদ সম্পর্কিত লেনদেন ব্যবসা-বাণিজ্যের একটি বিরাট অংশ জুড়ে পরিব্যাপ্ত হয়ে গেছে। বড় আকারের প্রায় সকল ব্যবসা-বাণিজ্য নিয়ন্ত্রিত হয় ব্যাংক ঋণের মাধ্যমে। এ কারণে সুদের নিষেধাজ্ঞা সম্পর্কে কুরআন ও হাদীসের বর্ণনাগুলো যথাযথ জানা প্রয়োজন। সুদ বা রিবা হলো এমন অতিরিক্ত অর্থ যা ঋণের বিনিময়ে শর্তসাপেক্ষে গ্রহণ করা হয়। ইসলামে এটি সম্পূর্ণ হারাম ঘোষণা করা হয়েছে এবং এর ভয়াবহ পরিণতি সম্পর্কে সতর্ক করা হয়েছে। বর্তমানকালে সুদ সম্পর্কিত লেনদেন ব্যবসা-বাণিজ্যের একটি বিরাট অংশ জুড়ে পরিব্যাপ্ত হয়ে গেছে। বড় আকারের প্রায় সকল ব্যবসা-বাণিজ্য নিয়ন্ত্রিত হয় ব্যাংক ঋণের মাধ্যমে। এ কারণে সুদের নিষেধাজ্ঞা সম্পর্কে কুরআন ও হাদীসের বর্ণনাগুলো যথাযথ জানা প্রয়োজন। সুদ বা রিবা হলো এমন অতিরিক্ত অর্থ যা ঋণের বিনিময়ে শর্তসাপেক্ষে গ্রহণ করা হয়। ইসলামে এটি সম্পূর্ণ হারাম ঘোষণা করা হয়েছে এবং এর ভয়াবহ পরিণতি সম্পর্কে সতর্ক করা হয়েছে। বর্তমানকালে সুদ সম্পর্কিত লেনদেন ব্যবসা-বাণিজ্যের একটি বিরাট অংশ জুড়ে পরিব্যাপ্ত হয়ে গেছে। বড় আকারের প্রায় সকল ব্যবসা-বাণিজ্য নিয়ন্ত্রিত হয় ব্যাংক ঋণের মাধ্যমে। এ কারণে সুদের নিষেধাজ্ঞা সম্পর্কে কুরআন ও হাদীসের বর্ণনাগুলো যথাযথ জানা প্রয়োজন। সুদ বা রিবা হলো এমন অতিরিক্ত অর্থ যা ঋণের বিনিময়ে শর্তসাপেক্ষে গ্রহণ করা হয়। ইসলামে এটি সম্পূর্ণ হারাম ঘোষণা করা হয়েছে এবং এর ভয়াবহ পরিণতি সম্পর্কে সতর্ক করা হয়েছে। bbox=[38, 1230, 436, 1820]
logo-subtitle: The Daily Sangjog Protidin bbox=[40, 27, 146, 37]
film-reel-icon bbox=[40, 1163, 619, 1219]
brief-headline: ফেনীতে শতাধিক গ্রাম bbox=[38, 354, 159, 371]
brief-headline: নড়াইলে কুকুরের bbox=[38, 534, 130, 551]
brief-headline: ডুমুরিয়ায় ক্ষুদ্রঋণ bbox=[38, 804, 134, 821]
messi-match-photo: ● bbox=[861, 1016, 1131, 1196]
feature-headline: সুদের ক্ষতি ও ভয়াবহ পরিণতি (১ম পর্ব) bbox=[38, 60, 670, 111]
feature-part: (১ম পর্ব) bbox=[580, 77, 670, 106]
runner-icon: 🏃 bbox=[873, 80, 911, 116]
psg-real-photo: ● bbox=[1034, 1496, 1304, 1686]
entertainment-story-2: বিয়ের ইঙ্গিত দিয়েই যে নারীর কাছে ছুটে গেলেন সালমান খান! ● বিনোদন ডেস্ক : বর্তমানকালে সুদ সম্পর্কিত লেনদেন ব্যবসা-বাণিজ্যের একটি বিরাট অংশ জুড়ে পরিব্যাপ্ত হয়ে গেছে। বড় আকারের প্রায় সকল ব্যবসা-বাণিজ্য নিয়ন্ত্রিত হয় ব্যাংক ঋণের মাধ্যমে। এ কারণে সুদের নিষেধাজ্ঞা সম্পর্কে কুরআন ও হাদীসের বর্ণনাগুলো যথাযথ জানা প্রয়োজন। সুদ বা রিবা হলো এমন অতিরিক্ত অর্থ যা ঋণের বিনিময়ে শর্তসাপেক্ষে গ্রহণ করা হয়। ইসলামে এটি সম্পূর্ণ হারাম ঘোষণা করা হয়েছে এবং এর ভয়াবহ পরিণতি সম্পর্কে সতর্ক করা হয়েছে। বর্তমানকালে সুদ সম্পর্কিত লেনদেন ব্যবসা-বাণিজ্যের একটি বিরাট অংশ জুড়ে পরিব্যাপ্ত হয়ে গেছে। বড় আকারের প্রায় সকল ব্যবসা-বাণিজ্য নিয়ন্ত্রিত হয় ব্যাংক ঋণের মাধ্যমে। এ কারণে সুদের নিষেধাজ্ঞা সম্পর্কে কুরআন ও হাদীসের বর্ণনাগুলো যথাযথ জানা প্রয়োজন। সুদ বা রিবা হলো এমন অতিরিক্ত অর্থ যা ঋণের বিনিময়ে শর্তসাপেক্ষে গ্রহণ করা হয়। ইসলামে এটি সম্পূর্ণ হারাম ঘোষণা করা হয়েছে এবং এর ভয়াবহ পরিণতি সম্পর্কে সতর্ক করা হয়েছে। বর্তমানকালে সুদ সম্পর্কিত লেনদেন ব্যবসা-বাণিজ্যের একটি বিরাট অংশ জুড়ে পরিব্যাপ্ত হয়ে গেছে। বড় আকারের প্রায় সকল ব্যবসা-বাণিজ্য নিয়ন্ত্রিত হয় ব্যাংক ঋণের মাধ্যমে। এ কারণে সুদের নিষেধাজ্ঞা সম্পর্কে কুরআন ও হাদীসের বর্ণনাগুলো যথাযথ জানা প্রয়োজন। সুদ বা রিবা হলো এমন অতিরিক্ত অর্থ যা ঋণের বিনিময়ে শর্তসাপেক্ষে গ্রহণ করা হয়। ইসলামে এটি সম্পূর্ণ হারাম ঘোষণা করা হয়েছে এবং এর ভয়াবহ পরিণতি সম্পর্কে সতর্ক করা হয়েছে। বর্তমানকালে সুদ সম্পর্কিত লেনদেন ব্যবসা-বাণিজ্যের একটি বিরাট অংশ জুড়ে পরিব্যাপ্ত হয়ে গেছে। বড় আকারের প্রায় সকল ব্যবসা-বাণিজ্য নিয়ন্ত্রিত হয় ব্যাংক ঋণের মাধ্যমে। এ কারণে সুদের নিষেধাজ্ঞা সম্পর্কে কুরআন ও হাদীসের বর্ণনাগুলো যথাযথ জানা প্রয়োজন। সুদ বা রিবা হলো এমন অতিরিক্ত অর্থ যা ঋণের বিনিময়ে শর্তসাপেক্ষে গ্রহণ করা হয়। ইসলামে এটি সম্পূর্ণ হারাম ঘোষণা করা হয়েছে এবং এর ভয়াবহ পরিণতি সম্পর্কে সতর্ক করা হয়েছে। bbox=[446, 1230, 844, 1820]
brief-headline: খুবিতে ট্রান্সফরমেটিভ bbox=[38, 624, 159, 641]
brief-headline: পাইকগাছায় দখলী সম্পত্তি bbox=[38, 894, 183, 911]
sports-story1-headline: বাবরদের ব্যর্থতার পুরস্কার দিচ্ছে পাকিস্তান বোর্ড bbox=[861, 146, 1304, 240]
day: শুক্রবার bbox=[916, 14, 970, 34]
article-body: বর্তমানকালে সুদ সম্পর্কিত লেনদেন ব্যবসা-বাণিজ্যের একটি বিরাট অংশ জুড়ে পরিব্যাপ্ত হয়ে গেছে। বড় আকারের প্রায় সকল ব্যবসা-বাণিজ্য নিয়ন্ত্রিত হয় ব্যাংক ঋণের মাধ্যমে। এ কারণে সুদের নিষেধাজ্ঞা সম্পর্কে কুরআন ও হাদীসের বর্ণনাগুলো যথাযথ জানা প্রয়োজন। সুদ বা রিবা হলো এমন অতিরিক্ত অর্থ যা ঋণের বিনিময়ে শর্তসাপেক্ষে গ্রহণ করা হয়। ইসলামে এটি সম্পূর্ণ হারাম ঘোষণা করা হয়েছে এবং এর ভয়াবহ পরিণতি সম্পর্কে সতর্ক করা হয়েছে। bbox=[38, 140, 364, 220]
pakistan-team-photo: ● bbox=[861, 246, 1131, 446]
sports-title: খেলাধুলা bbox=[996, 70, 1160, 122]
ent-story2-headline: বিয়ের ইঙ্গিত দিয়েই যে নারীর কাছে ছুটে গেলেন সালমান খান! bbox=[457, 1232, 833, 1302]
briefs-column-left: ফেনীতে শতাধিক গ্রাম বর্তমানকালে সুদ সম্পর্কিত লেনদেন ব্যবসা-বাণিজ্যের একটি বিরাট অংশ জুড়ে পরিব্যাপ্ত হয়ে গেছে। বড় আকারের প্রায় সকল ব্যবসা-বাণিজ্য নিয়ন্ত্রিত হয় ব্যাংক ঋণের মাধ্যমে। এ কারণে সুদের নিষেধাজ্ঞা সম্পর্কে কুরআন ও হাদীসের বর্ণনাগুলো যথাযথ জানা প্রয়োজন। সুদ বা রিবা হলো এমন অতিরিক্ত অর্থ যা ঋণের বিনিময়ে শর্তসাপেক্ষে গ্রহণ করা হয়। ইসলামে এটি সম্পূর্ণ হারাম ঘোষণা করা হয়েছে এবং এর ভয়াবহ পরিণতি সম্পর্কে সতর্ক করা হয়েছে। সাতক্ষীরা বিজির বর্তমানকালে সুদ সম্পর্কিত লেনদেন ব্যবসা-বাণিজ্যের একটি বিরাট অংশ জুড়ে পরিব্যাপ্ত হয়ে গেছে। বড় আকারের প্রায় সকল ব্যবসা-বাণিজ্য নিয়ন্ত্রিত হয় ব্যাংক ঋণের মাধ্যমে। এ কারণে সুদের নিষেধাজ্ঞা সম্পর্কে কুরআন ও হাদীসের বর্ণনাগুলো যথাযথ জানা প্রয়োজন। সুদ বা রিবা হলো এমন অতিরিক্ত অর্থ যা ঋণের বিনিময়ে শর্তসাপেক্ষে গ্রহণ করা হয়। ইসলামে এটি সম্পূর্ণ হারাম ঘোষণা করা হয়েছে এবং এর ভয়াবহ পরিণতি সম্পর্কে সতর্ক করা হয়েছে। নড়াইলে কুকুরের বর্তমানকালে সুদ সম্পর্কিত লেনদেন ব্যবসা-বাণিজ্যের একটি বিরাট অংশ জুড়ে পরিব্যাপ্ত হয়ে গেছে। বড় আকারের প্রায় সকল ব্যবসা-বাণিজ্য নিয়ন্ত্রিত হয় ব্যাংক ঋণের মাধ্যমে। এ কারণে সুদের নিষেধাজ্ঞা সম্পর্কে কুরআন ও হাদীসের বর্ণনাগুলো যথাযথ জানা প্রয়োজন। সুদ বা রিবা হলো এমন অতিরিক্ত অর্থ যা ঋণের বিনিময়ে শর্তসাপেক্ষে গ্রহণ করা হয়। ইসলামে এটি সম্পূর্ণ হারাম ঘোষণা করা হয়েছে এবং এর ভয়াবহ পরিণতি সম্পর্কে সতর্ক করা হয়েছে। খুবিতে ট্রান্সফরমেটিভ বর্তমানকালে সুদ সম্পর্কিত লেনদেন ব্যবসা-বাণিজ্যের একটি বিরাট অংশ জুড়ে পরিব্যাপ্ত হয়ে গেছে। বড় আকারের প্রায় সকল ব্যবসা-বাণিজ্য নিয়ন্ত্রিত হয় ব্যাংক ঋণের মাধ্যমে। এ কারণে সুদের নিষেধাজ্ঞা সম্পর্কে কুরআন ও হাদীসের বর্ণনাগুলো যথাযথ জানা প্রয়োজন। সুদ বা রিবা হলো এমন অতিরিক্ত অর্থ যা ঋণের বিনিময়ে শর্তসাপেক্ষে গ্রহণ করা হয়। ইসলামে এটি সম্পূর্ণ হারাম ঘোষণা করা হয়েছে এবং এর ভয়াবহ পরিণতি সম্পর্কে সতর্ক করা হয়েছে। কয়রায় সাজাপ্রাপ্ত বর্তমানকালে সুদ সম্পর্কিত লেনদেন ব্যবসা-বাণিজ্যের একটি বিরাট অংশ জুড়ে পরিব্যাপ্ত হয়ে গেছে। বড় আকারের প্রায় সকল ব্যবসা-বাণিজ্য নিয়ন্ত্রিত হয় ব্যাংক ঋণের মাধ্যমে। এ কারণে সুদের নিষেধাজ্ঞা সম্পর্কে কুরআন ও হাদীসের বর্ণনাগুলো যথাযথ জানা প্রয়োজন। সুদ বা রিবা হলো এমন অতিরিক্ত অর্থ যা ঋণের বিনিময়ে শর্তসাপেক্ষে গ্রহণ করা হয়। ইসলামে এটি সম্পূর্ণ হারাম ঘোষণা করা হয়েছে এবং এর ভয়াবহ পরিণতি সম্পর্কে সতর্ক করা হয়েছে। ডুমুরিয়ায় ক্ষুদ্রঋণ বর্তমানকালে সুদ সম্পর্কিত লেনদেন ব্যবসা-বাণিজ্যের একটি বিরাট অংশ জুড়ে পরিব্যাপ্ত হয়ে গেছে। বড় আকারের প্রায় সকল ব্যবসা-বাণিজ্য নিয়ন্ত্রিত হয় ব্যাংক ঋণের মাধ্যমে। এ কারণে সুদের নিষেধাজ্ঞা সম্পর্কে কুরআন ও হাদীসের বর্ণনাগুলো যথাযথ জানা প্রয়োজন। সুদ বা রিবা হলো এমন অতিরিক্ত অর্থ যা ঋণের বিনিময়ে শর্তসাপেক্ষে গ্রহণ করা হয়। ইসলামে এটি সম্পূর্ণ হারাম ঘোষণা করা হয়েছে এবং এর ভয়াবহ পরিণতি সম্পর্কে সতর্ক করা হয়েছে। পাইকগাছায় দখলী সম্পত্তি বর্তমানকালে সুদ সম্পর্কিত লেনদেন ব্যবসা-বাণিজ্যের একটি বিরাট অংশ জুড়ে পরিব্যাপ্ত হয়ে গেছে। বড় আকারের প্রায় সকল ব্যবসা-বাণিজ্য নিয়ন্ত্রিত হয় ব্যাংক ঋণের মাধ্যমে। এ কারণে সুদের নিষেধাজ্ঞা সম্পর্কে কুরআন ও হাদীসের বর্ণনাগুলো যথাযথ জানা প্রয়োজন। সুদ বা রিবা হলো এমন অতিরিক্ত অর্থ যা ঋণের বিনিময়ে শর্তসাপেক্ষে গ্রহণ করা হয়। ইসলামে এটি সম্পূর্ণ হারাম ঘোষণা করা হয়েছে এবং এর ভয়াবহ পরিণতি সম্পর্কে সতর্ক করা হয়েছে। bbox=[38, 354, 435, 978]
bangla-date: ২৭ আষাঢ় bbox=[1159, 14, 1231, 34]
ent-story1-headline: বিয়ের তিন মাস না যেতেই তারকা জুটির বিচ্ছেদের ইঙ্গিত bbox=[56, 1232, 418, 1302]
entertainment-banner bbox=[38, 1158, 844, 1224]
brief-headline: তেরখাদায় পুলিশের bbox=[447, 534, 555, 551]
entertainment-title: বিনোদন bbox=[619, 1160, 842, 1222]
dateline bbox=[917, 11, 1304, 39]
brief-headline: দাকোপে পরিবেশ অভিযাত্রা bbox=[447, 624, 599, 641]
actor-photo: ● bbox=[38, 1312, 158, 1442]
